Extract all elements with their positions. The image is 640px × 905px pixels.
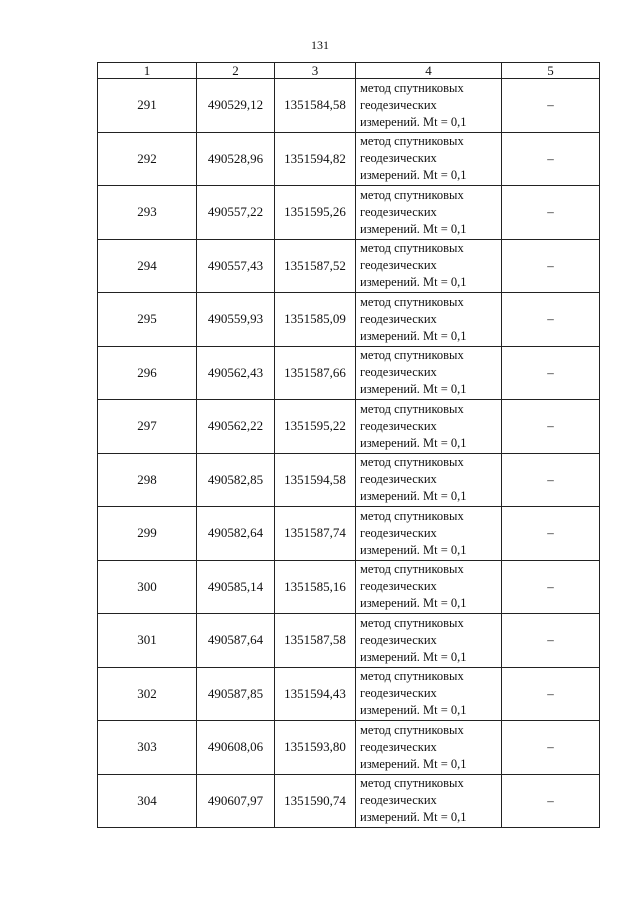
method-line: геодезических (360, 472, 437, 487)
method-cell (356, 507, 502, 561)
note-cell: – (502, 132, 600, 186)
note-cell: – (502, 79, 600, 133)
point-number-cell: 297 (98, 400, 197, 454)
method-cell (356, 79, 502, 133)
method-line: измерений. Mt = 0,1 (360, 168, 467, 183)
method-line: метод спутниковых (360, 776, 464, 791)
table-row (98, 614, 600, 668)
method-line: геодезических (360, 365, 437, 380)
method-line: метод спутниковых (360, 187, 464, 202)
table-body (98, 79, 600, 828)
note-cell: – (502, 614, 600, 668)
table-row (98, 721, 600, 775)
note-cell: – (502, 453, 600, 507)
method-line: геодезических (360, 793, 437, 808)
point-number-cell: 299 (98, 507, 197, 561)
x-coordinate-cell: 490607,97 (197, 774, 275, 828)
method-cell (356, 239, 502, 293)
method-cell (356, 346, 502, 400)
method-cell (356, 186, 502, 240)
y-coordinate-cell: 1351594,58 (275, 453, 356, 507)
y-coordinate-cell: 1351594,82 (275, 132, 356, 186)
method-line: геодезических (360, 151, 437, 166)
table-row (98, 293, 600, 347)
point-number-cell: 304 (98, 774, 197, 828)
method-line: геодезических (360, 204, 437, 219)
note-cell: – (502, 346, 600, 400)
x-coordinate-cell: 490582,85 (197, 453, 275, 507)
note-cell: – (502, 560, 600, 614)
table-row (98, 774, 600, 828)
method-line: измерений. Mt = 0,1 (360, 703, 467, 718)
table-row (98, 507, 600, 561)
point-number-cell: 302 (98, 667, 197, 721)
header-col-3: 3 (275, 63, 356, 79)
y-coordinate-cell: 1351595,26 (275, 186, 356, 240)
y-coordinate-cell: 1351587,58 (275, 614, 356, 668)
table-row (98, 132, 600, 186)
method-line: измерений. Mt = 0,1 (360, 221, 467, 236)
method-cell (356, 774, 502, 828)
y-coordinate-cell: 1351584,58 (275, 79, 356, 133)
point-number-cell: 303 (98, 721, 197, 775)
table-row (98, 560, 600, 614)
x-coordinate-cell: 490559,93 (197, 293, 275, 347)
method-line: метод спутниковых (360, 455, 464, 470)
table-row (98, 400, 600, 454)
method-line: геодезических (360, 632, 437, 647)
y-coordinate-cell: 1351587,74 (275, 507, 356, 561)
method-cell (356, 560, 502, 614)
note-cell: – (502, 400, 600, 454)
page-number: 131 (311, 38, 329, 52)
x-coordinate-cell: 490528,96 (197, 132, 275, 186)
note-cell: – (502, 239, 600, 293)
method-line: метод спутниковых (360, 508, 464, 523)
header-col-4: 4 (356, 63, 502, 79)
method-line: геодезических (360, 525, 437, 540)
method-cell (356, 667, 502, 721)
y-coordinate-cell: 1351594,43 (275, 667, 356, 721)
point-number-cell: 296 (98, 346, 197, 400)
table-row (98, 346, 600, 400)
method-cell (356, 614, 502, 668)
method-line: метод спутниковых (360, 401, 464, 416)
method-line: геодезических (360, 97, 437, 112)
note-cell: – (502, 667, 600, 721)
point-number-cell: 293 (98, 186, 197, 240)
method-line: метод спутниковых (360, 562, 464, 577)
method-line: измерений. Mt = 0,1 (360, 489, 467, 504)
y-coordinate-cell: 1351587,66 (275, 346, 356, 400)
header-col-5: 5 (502, 63, 600, 79)
point-number-cell: 292 (98, 132, 197, 186)
note-cell: – (502, 721, 600, 775)
header-col-1: 1 (98, 63, 197, 79)
x-coordinate-cell: 490557,22 (197, 186, 275, 240)
method-line: измерений. Mt = 0,1 (360, 756, 467, 771)
method-line: геодезических (360, 579, 437, 594)
x-coordinate-cell: 490582,64 (197, 507, 275, 561)
coordinates-table (97, 62, 600, 828)
x-coordinate-cell: 490529,12 (197, 79, 275, 133)
table-row (98, 667, 600, 721)
method-line: метод спутниковых (360, 615, 464, 630)
method-line: метод спутниковых (360, 134, 464, 149)
method-line: геодезических (360, 311, 437, 326)
point-number-cell: 298 (98, 453, 197, 507)
method-line: измерений. Mt = 0,1 (360, 542, 467, 557)
point-number-cell: 294 (98, 239, 197, 293)
method-line: метод спутниковых (360, 669, 464, 684)
point-number-cell: 291 (98, 79, 197, 133)
method-cell (356, 132, 502, 186)
method-line: измерений. Mt = 0,1 (360, 435, 467, 450)
x-coordinate-cell: 490608,06 (197, 721, 275, 775)
method-line: геодезических (360, 739, 437, 754)
point-number-cell: 301 (98, 614, 197, 668)
table-header (98, 63, 600, 79)
y-coordinate-cell: 1351585,09 (275, 293, 356, 347)
method-cell (356, 400, 502, 454)
method-cell (356, 721, 502, 775)
method-line: измерений. Mt = 0,1 (360, 596, 467, 611)
y-coordinate-cell: 1351587,52 (275, 239, 356, 293)
header-col-2: 2 (197, 63, 275, 79)
y-coordinate-cell: 1351593,80 (275, 721, 356, 775)
method-line: измерений. Mt = 0,1 (360, 810, 467, 825)
table-row (98, 79, 600, 133)
method-line: метод спутниковых (360, 294, 464, 309)
point-number-cell: 295 (98, 293, 197, 347)
header-row (98, 63, 600, 79)
method-line: метод спутниковых (360, 80, 464, 95)
y-coordinate-cell: 1351585,16 (275, 560, 356, 614)
method-line: измерений. Mt = 0,1 (360, 382, 467, 397)
method-line: измерений. Mt = 0,1 (360, 114, 467, 129)
method-line: метод спутниковых (360, 241, 464, 256)
x-coordinate-cell: 490562,22 (197, 400, 275, 454)
point-number-cell: 300 (98, 560, 197, 614)
x-coordinate-cell: 490585,14 (197, 560, 275, 614)
x-coordinate-cell: 490587,64 (197, 614, 275, 668)
method-line: измерений. Mt = 0,1 (360, 328, 467, 343)
method-cell (356, 293, 502, 347)
table-row (98, 186, 600, 240)
y-coordinate-cell: 1351595,22 (275, 400, 356, 454)
table-row (98, 453, 600, 507)
method-line: измерений. Mt = 0,1 (360, 275, 467, 290)
x-coordinate-cell: 490557,43 (197, 239, 275, 293)
method-line: геодезических (360, 418, 437, 433)
y-coordinate-cell: 1351590,74 (275, 774, 356, 828)
note-cell: – (502, 186, 600, 240)
method-line: геодезических (360, 686, 437, 701)
x-coordinate-cell: 490587,85 (197, 667, 275, 721)
method-line: геодезических (360, 258, 437, 273)
table-row (98, 239, 600, 293)
note-cell: – (502, 293, 600, 347)
method-line: измерений. Mt = 0,1 (360, 649, 467, 664)
method-line: метод спутниковых (360, 348, 464, 363)
method-cell (356, 453, 502, 507)
x-coordinate-cell: 490562,43 (197, 346, 275, 400)
note-cell: – (502, 507, 600, 561)
method-line: метод спутниковых (360, 722, 464, 737)
note-cell: – (502, 774, 600, 828)
